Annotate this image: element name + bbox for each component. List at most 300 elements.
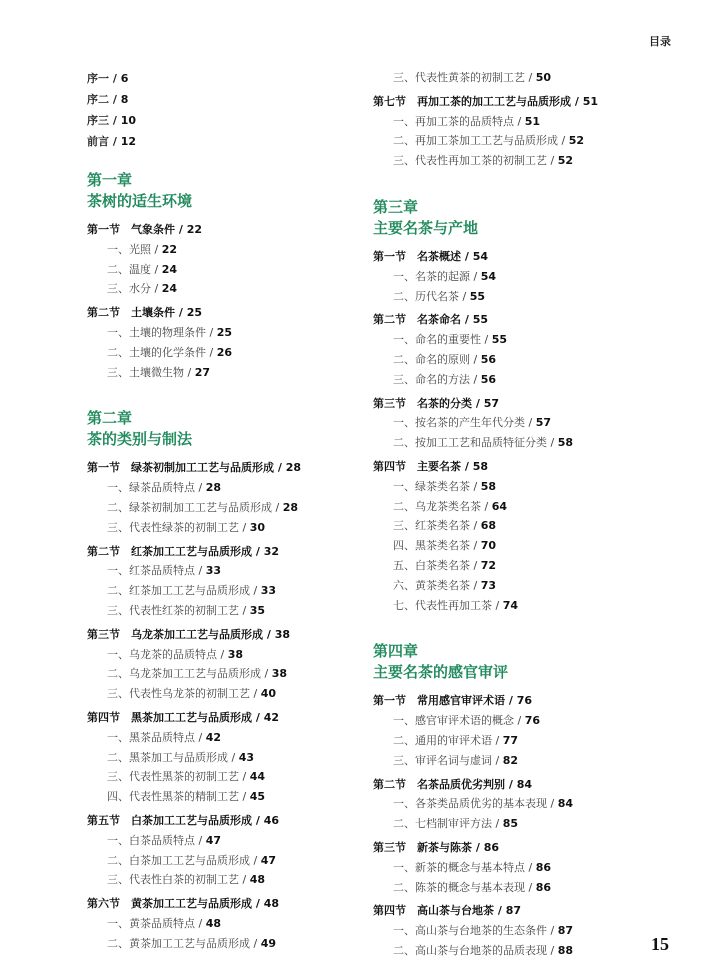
page-separator: / (492, 733, 503, 747)
toc-subsection-entry (87, 363, 357, 383)
entry-title: 一、土壤的物理条件 (107, 325, 206, 339)
entry-title: 三、命名的方法 (393, 372, 470, 386)
entry-title: 名茶的分类 (417, 396, 472, 410)
entry-title: 序一 (87, 72, 109, 85)
page-ref: 57 (535, 416, 552, 430)
entry-title: 一、光照 (107, 242, 151, 256)
page-ref: 6 (120, 72, 129, 85)
page-ref: 86 (535, 880, 552, 894)
page-ref: 45 (249, 790, 266, 804)
entry-title: 一、绿茶品质特点 (107, 481, 195, 495)
page-separator: / (525, 71, 536, 84)
page-ref: 57 (483, 396, 499, 410)
chapter-title: 茶的类别与制法 (87, 430, 193, 449)
page-ref: 12 (120, 135, 136, 148)
toc-subsection-entry (87, 279, 357, 299)
page-separator: / (252, 544, 264, 558)
toc-section-entry (87, 542, 357, 562)
entry-title: 二、再加工茶加工工艺与品质形成 (393, 134, 558, 148)
page-ref: 24 (161, 262, 178, 276)
section-number: 第四节 (87, 710, 120, 724)
entry-title: 红茶加工工艺与品质形成 (131, 544, 252, 558)
section-number: 第一节 (373, 249, 406, 263)
page-separator: / (195, 916, 206, 930)
toc-subsection-entry (87, 684, 357, 704)
page-ref: 50 (535, 71, 552, 84)
entry-title: 乌龙茶加工工艺与品质形成 (131, 627, 263, 641)
page-separator: / (206, 325, 217, 339)
section-number: 第二节 (373, 313, 406, 327)
page-ref: 86 (535, 860, 552, 874)
page-separator: / (470, 558, 481, 572)
chapter-number: 第一章 (87, 171, 133, 189)
entry-title: 一、黄茶品质特点 (107, 916, 195, 930)
entry-title: 新茶与陈茶 (417, 840, 472, 854)
page-ref: 73 (480, 578, 497, 592)
page-ref: 54 (480, 269, 497, 283)
page-ref: 28 (285, 461, 301, 475)
chapter-number: 第三章 (373, 197, 419, 216)
section-number: 第六节 (87, 897, 120, 911)
entry-title: 白茶加工工艺与品质形成 (131, 813, 252, 827)
toc-subsection-entry (87, 581, 357, 601)
page-separator: / (217, 647, 228, 661)
entry-title: 三、代表性黄茶的初制工艺 (393, 71, 525, 84)
entry-title: 绿茶初制加工工艺与品质形成 (131, 461, 274, 475)
page-separator: / (195, 564, 206, 578)
section-number: 第一节 (373, 694, 406, 708)
page-separator: / (472, 840, 484, 854)
entry-title: 三、水分 (107, 282, 151, 296)
page-separator: / (109, 72, 121, 85)
chapter-heading (373, 641, 673, 683)
toc-subsection-entry (373, 576, 673, 596)
entry-title: 一、红茶品质特点 (107, 564, 195, 578)
toc-subsection-entry (373, 112, 673, 132)
toc-section-entry (373, 394, 673, 414)
page-separator: / (525, 416, 536, 430)
page-separator: / (525, 860, 536, 874)
chapter-heading (373, 197, 673, 239)
toc-section-entry (373, 92, 673, 112)
page-ref: 58 (472, 459, 488, 473)
page-separator: / (195, 481, 206, 495)
toc-section-entry (373, 775, 673, 795)
page-separator: / (272, 500, 283, 514)
toc-front-entry (87, 131, 357, 152)
page-separator: / (514, 114, 525, 128)
page-ref: 76 (524, 714, 541, 728)
toc-subsection-entry (87, 728, 357, 748)
page-ref: 56 (480, 352, 497, 366)
toc-subsection-entry (373, 731, 673, 751)
page-separator: / (228, 750, 239, 764)
toc-subsection-entry (87, 240, 357, 260)
page-ref: 33 (205, 564, 222, 578)
page-separator: / (470, 372, 481, 386)
entry-title: 一、按名茶的产生年代分类 (393, 416, 525, 430)
toc-section-entry (87, 458, 357, 478)
toc-subsection-entry (373, 516, 673, 536)
entry-title: 一、高山茶与台地茶的生态条件 (393, 924, 547, 938)
page-ref: 49 (260, 936, 277, 950)
entry-title: 一、命名的重要性 (393, 333, 481, 347)
toc-subsection-entry (87, 645, 357, 665)
page-separator: / (239, 770, 250, 784)
page-separator: / (461, 249, 473, 263)
toc-subsection-entry (373, 536, 673, 556)
toc-subsection-entry (373, 497, 673, 517)
page-ref: 24 (161, 282, 178, 296)
entry-title: 七、代表性再加工茶 (393, 598, 492, 612)
section-number: 第五节 (87, 813, 120, 827)
section-number: 第四节 (373, 459, 406, 473)
page-separator: / (252, 813, 264, 827)
page-separator: / (571, 94, 583, 108)
page-separator: / (274, 461, 286, 475)
toc-subsection-entry (87, 664, 357, 684)
entry-title: 名茶命名 (417, 313, 461, 327)
toc-section-entry (373, 457, 673, 477)
page-ref: 42 (263, 710, 279, 724)
page-ref: 33 (260, 584, 277, 598)
entry-title: 一、各茶类品质优劣的基本表现 (393, 797, 547, 811)
toc-section-entry (373, 310, 673, 330)
entry-title: 黑茶加工工艺与品质形成 (131, 710, 252, 724)
page-ref: 72 (480, 558, 497, 572)
page-ref: 28 (205, 481, 222, 495)
section-number: 第三节 (87, 627, 120, 641)
page-ref: 46 (263, 813, 279, 827)
page-separator: / (525, 880, 536, 894)
entry-title: 三、土壤微生物 (107, 365, 184, 379)
toc-subsection-entry (373, 413, 673, 433)
page-ref: 87 (505, 904, 521, 918)
entry-title: 名茶概述 (417, 249, 461, 263)
page-ref: 43 (238, 750, 255, 764)
page-ref: 88 (557, 943, 574, 957)
page-separator: / (239, 790, 250, 804)
toc-subsection-entry (373, 433, 673, 453)
page-ref: 40 (260, 687, 277, 701)
section-number: 第二节 (373, 777, 406, 791)
entry-title: 气象条件 (131, 223, 175, 236)
page-ref: 58 (480, 479, 497, 493)
chapter-title: 茶树的适生环境 (87, 192, 193, 210)
entry-title: 三、代表性乌龙茶的初制工艺 (107, 687, 250, 701)
chapter-title: 主要名茶与产地 (373, 218, 479, 237)
toc-section-entry (87, 894, 357, 914)
toc-subsection-entry (373, 287, 673, 307)
page-separator: / (239, 520, 250, 534)
page-separator: / (151, 262, 162, 276)
page-separator: / (175, 223, 187, 236)
toc-subsection-entry (87, 787, 357, 807)
toc-section-entry (87, 811, 357, 831)
page-separator: / (151, 242, 162, 256)
page-separator: / (547, 154, 558, 168)
toc-subsection-entry (87, 748, 357, 768)
entry-title: 一、白茶品质特点 (107, 833, 195, 847)
page-ref: 22 (161, 242, 178, 256)
toc-subsection-entry (373, 858, 673, 878)
entry-title: 二、七档制审评方法 (393, 817, 492, 831)
section-number: 第三节 (373, 396, 406, 410)
toc-section-entry (373, 691, 673, 711)
page-ref: 35 (249, 603, 266, 617)
page-separator: / (184, 365, 195, 379)
page-separator: / (206, 345, 217, 359)
chapter-number: 第四章 (373, 642, 419, 661)
toc-subsection-entry (373, 370, 673, 390)
entry-title: 二、白茶加工工艺与品质形成 (107, 853, 250, 867)
page-separator: / (195, 730, 206, 744)
page-ref: 28 (282, 500, 299, 514)
section-number: 第七节 (373, 94, 406, 108)
page-separator: / (558, 134, 569, 148)
toc-subsection-entry (87, 870, 357, 890)
entry-title: 前言 (87, 135, 109, 148)
entry-title: 名茶品质优劣判别 (417, 777, 505, 791)
section-number: 第一节 (87, 223, 120, 236)
page-separator: / (250, 936, 261, 950)
entry-title: 四、黑茶类名茶 (393, 539, 470, 553)
page-separator: / (547, 797, 558, 811)
page-ref: 84 (516, 777, 532, 791)
toc-section-entry (373, 901, 673, 921)
entry-title: 一、感官审评术语的概念 (393, 714, 514, 728)
toc-subsection-entry (373, 814, 673, 834)
page-separator: / (492, 753, 503, 767)
section-number: 第二节 (87, 306, 120, 320)
toc-subsection-entry (373, 941, 673, 961)
toc-subsection-entry (87, 561, 357, 581)
toc-subsection-entry (87, 518, 357, 538)
toc-subsection-entry (373, 711, 673, 731)
page-separator: / (109, 114, 121, 127)
page-ref: 48 (263, 897, 279, 911)
entry-title: 二、命名的原则 (393, 352, 470, 366)
toc-subsection-entry (373, 267, 673, 287)
toc-section-entry (373, 247, 673, 267)
page-ref: 42 (205, 730, 222, 744)
entry-title: 二、高山茶与台地茶的品质表现 (393, 943, 547, 957)
section-number: 第二节 (87, 544, 120, 558)
page-ref: 47 (205, 833, 222, 847)
entry-title: 土壤条件 (131, 306, 175, 320)
page-ref: 27 (194, 365, 211, 379)
toc-front-entry (87, 89, 357, 110)
entry-title: 二、通用的审评术语 (393, 733, 492, 747)
page-ref: 74 (502, 598, 519, 612)
entry-title: 一、名茶的起源 (393, 269, 470, 283)
toc-front-entry (87, 110, 357, 131)
page-separator: / (252, 897, 264, 911)
toc-subsection-entry (373, 556, 673, 576)
page-ref: 51 (582, 94, 598, 108)
entry-title: 三、红茶类名茶 (393, 519, 470, 533)
toc-subsection-entry (373, 350, 673, 370)
page-separator: / (492, 598, 503, 612)
page-ref: 52 (557, 154, 574, 168)
page-separator: / (109, 135, 121, 148)
entry-title: 一、乌龙茶的品质特点 (107, 647, 217, 661)
entry-title: 一、再加工茶的品质特点 (393, 114, 514, 128)
page-separator: / (459, 289, 470, 303)
entry-title: 再加工茶的加工工艺与品质形成 (417, 94, 571, 108)
section-number: 第四节 (373, 904, 406, 918)
page-ref: 38 (227, 647, 244, 661)
toc-subsection-entry (87, 260, 357, 280)
page-separator: / (195, 833, 206, 847)
section-number: 第三节 (373, 840, 406, 854)
section-number: 第一节 (87, 461, 120, 475)
page-ref: 10 (120, 114, 136, 127)
toc-subsection-entry (373, 878, 673, 898)
toc-right-column (373, 68, 673, 961)
page-separator: / (492, 817, 503, 831)
entry-title: 一、新茶的概念与基本特点 (393, 860, 525, 874)
page-ref: 87 (557, 924, 574, 938)
page-ref: 51 (524, 114, 541, 128)
entry-title: 序二 (87, 93, 109, 106)
entry-title: 一、绿茶类名茶 (393, 479, 470, 493)
page-ref: 76 (516, 694, 532, 708)
page-separator: / (461, 459, 473, 473)
entry-title: 二、温度 (107, 262, 151, 276)
page-ref: 32 (263, 544, 279, 558)
page-separator: / (261, 667, 272, 681)
toc-section-entry (87, 625, 357, 645)
page-ref: 55 (491, 333, 508, 347)
page-ref: 58 (557, 436, 574, 450)
chapter-number: 第二章 (87, 409, 133, 428)
toc-subsection-entry (373, 477, 673, 497)
page-ref: 84 (557, 797, 574, 811)
page-separator: / (547, 436, 558, 450)
toc-section-entry (87, 303, 357, 323)
page-ref: 70 (480, 539, 497, 553)
entry-title: 序三 (87, 114, 109, 127)
page-ref: 47 (260, 853, 277, 867)
entry-title: 五、白茶类名茶 (393, 558, 470, 572)
page-separator: / (481, 499, 492, 513)
page-separator: / (547, 924, 558, 938)
page-ref: 54 (472, 249, 488, 263)
entry-title: 黄茶加工工艺与品质形成 (131, 897, 252, 911)
page-ref: 52 (568, 134, 585, 148)
page-separator: / (250, 687, 261, 701)
page-separator: / (494, 904, 506, 918)
page-separator: / (470, 539, 481, 553)
page-separator: / (250, 853, 261, 867)
toc-subsection-entry (87, 343, 357, 363)
entry-title: 二、红茶加工工艺与品质形成 (107, 584, 250, 598)
entry-title: 四、代表性黑茶的精制工艺 (107, 790, 239, 804)
toc-subsection-entry (373, 921, 673, 941)
toc-subsection-entry (87, 601, 357, 621)
toc-subsection-entry (87, 851, 357, 871)
page-separator: / (514, 714, 525, 728)
page-separator: / (470, 578, 481, 592)
page-separator: / (252, 710, 264, 724)
entry-title: 三、代表性黑茶的初制工艺 (107, 770, 239, 784)
page-separator: / (547, 943, 558, 957)
toc-subsection-entry (87, 831, 357, 851)
page-ref: 86 (483, 840, 499, 854)
page-ref: 55 (469, 289, 486, 303)
entry-title: 二、历代名茶 (393, 289, 459, 303)
toc-subsection-entry (373, 794, 673, 814)
page-ref: 48 (249, 873, 266, 887)
page-separator: / (472, 396, 484, 410)
page-ref: 64 (491, 499, 508, 513)
toc-left-column (87, 68, 357, 954)
page-ref: 38 (271, 667, 288, 681)
toc-subsection-entry (373, 330, 673, 350)
entry-title: 二、黑茶加工与品质形成 (107, 750, 228, 764)
page-number: 15 (651, 934, 669, 954)
page-separator: / (461, 313, 473, 327)
entry-title: 常用感官审评术语 (417, 694, 505, 708)
entry-title: 二、土壤的化学条件 (107, 345, 206, 359)
entry-title: 六、黄茶类名茶 (393, 578, 470, 592)
page-separator: / (470, 519, 481, 533)
page-ref: 25 (216, 325, 233, 339)
toc-subsection-entry (373, 151, 673, 171)
entry-title: 二、乌龙茶类名茶 (393, 499, 481, 513)
entry-title: 二、按加工工艺和品质特征分类 (393, 436, 547, 450)
page-separator: / (175, 306, 187, 320)
page-ref: 55 (472, 313, 488, 327)
entry-title: 二、乌龙茶加工工艺与品质形成 (107, 667, 261, 681)
page-separator: / (470, 479, 481, 493)
entry-title: 三、代表性白茶的初制工艺 (107, 873, 239, 887)
page-separator: / (151, 282, 162, 296)
page-ref: 8 (120, 93, 129, 106)
page-separator: / (250, 584, 261, 598)
page-ref: 44 (249, 770, 266, 784)
entry-title: 二、黄茶加工工艺与品质形成 (107, 936, 250, 950)
page-ref: 85 (502, 817, 519, 831)
chapter-heading (87, 408, 357, 450)
chapter-heading (87, 170, 357, 212)
toc-subsection-entry (87, 934, 357, 954)
toc-section-entry (87, 708, 357, 728)
entry-title: 三、代表性再加工茶的初制工艺 (393, 154, 547, 168)
entry-title: 二、绿茶初制加工工艺与品质形成 (107, 500, 272, 514)
page-ref: 56 (480, 372, 497, 386)
page-separator: / (263, 627, 275, 641)
toc-subsection-entry (87, 767, 357, 787)
page-ref: 38 (274, 627, 290, 641)
toc-subsection-entry (87, 323, 357, 343)
toc-subsection-entry (373, 68, 673, 88)
toc-subsection-entry (373, 131, 673, 151)
entry-title: 主要名茶 (417, 459, 461, 473)
page-ref: 26 (216, 345, 233, 359)
toc-subsection-entry (373, 751, 673, 771)
toc-front-entry (87, 68, 357, 89)
page-separator: / (470, 269, 481, 283)
toc-subsection-entry (87, 914, 357, 934)
toc-section-entry (87, 220, 357, 240)
page-separator: / (470, 352, 481, 366)
page-separator: / (239, 603, 250, 617)
toc-subsection-entry (373, 596, 673, 616)
page-separator: / (109, 93, 121, 106)
chapter-title: 主要名茶的感官审评 (373, 663, 509, 682)
